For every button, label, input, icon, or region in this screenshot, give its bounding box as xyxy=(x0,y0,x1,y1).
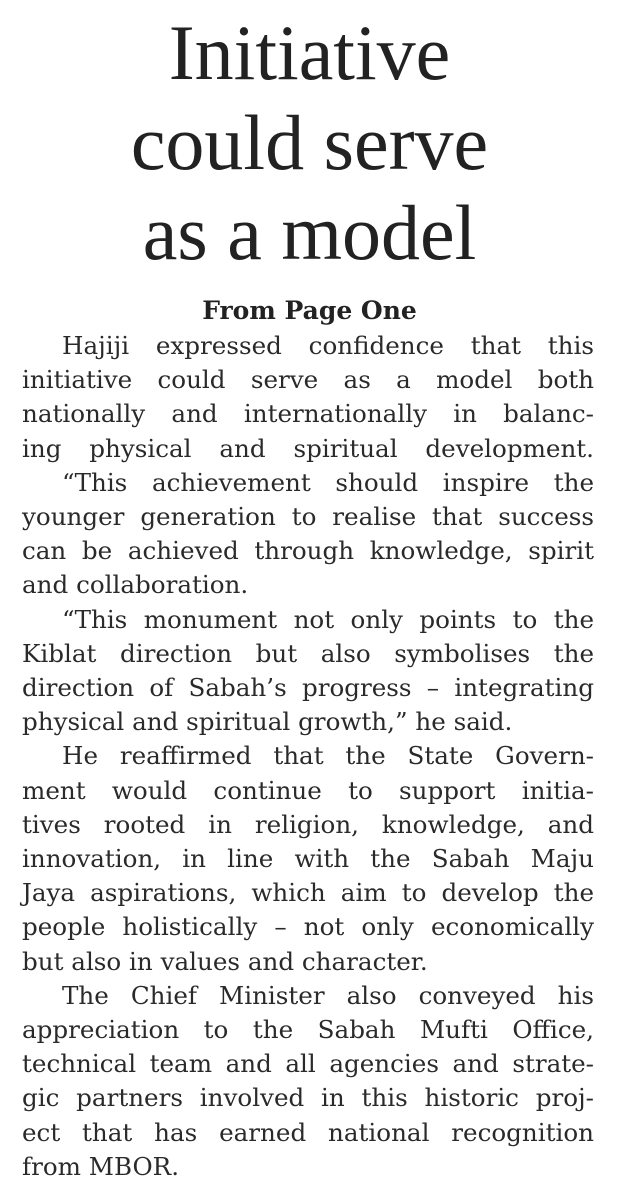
text-line: Kiblat direction but also symbolises the xyxy=(22,638,594,668)
text-line: “This achievement should inspire the xyxy=(62,467,594,497)
headline-line: as a model xyxy=(142,189,477,276)
text-line: He reaffirmed that the State Govern- xyxy=(62,741,594,771)
text-line: appreciation to the Sabah Mufti Office, xyxy=(22,1015,594,1045)
text-line: nationally and internationally in balanc- xyxy=(22,399,594,429)
paragraph xyxy=(22,603,594,740)
text-line: ect that has earned national recognition xyxy=(22,1117,594,1147)
text-line: Hajiji expressed confidence that this xyxy=(62,331,594,360)
headline-line: Initiative xyxy=(168,9,451,96)
text-line: younger generation to realise that success xyxy=(22,502,594,532)
text-line: The Chief Minister also conveyed his xyxy=(62,980,594,1010)
text-line: from MBOR. xyxy=(22,1151,180,1181)
headline-line: could serve xyxy=(130,99,489,186)
text-line: but also in values and character. xyxy=(22,946,428,976)
paragraph xyxy=(22,329,594,466)
text-line: technical team and all agencies and strate- xyxy=(22,1049,594,1079)
text-line: ment would continue to support initia- xyxy=(22,775,594,805)
text-line: direction of Sabah’s progress – integrating xyxy=(22,673,594,703)
paragraph xyxy=(22,739,594,978)
text-line: Jaya aspirations, which aim to develop the xyxy=(22,878,594,908)
text-line: tives rooted in religion, knowledge, and xyxy=(22,809,594,839)
text-line: initiative could serve as a model both xyxy=(22,365,594,395)
headline xyxy=(0,8,619,278)
text-line: ing physical and spiritual development. xyxy=(22,433,594,463)
paragraph xyxy=(22,979,594,1184)
article-body xyxy=(22,329,594,1184)
text-line: people holistically – not only economically xyxy=(22,912,594,942)
paragraph xyxy=(22,466,594,603)
text-line: and collaboration. xyxy=(22,570,249,600)
text-line: “This monument not only points to the xyxy=(62,604,594,634)
continuation-kicker: From Page One xyxy=(202,296,417,325)
text-line: gic partners involved in this historic proj- xyxy=(22,1083,594,1113)
text-line: innovation, in line with the Sabah Maju xyxy=(22,844,594,874)
text-line: can be achieved through knowledge, spirit xyxy=(22,536,594,566)
text-line: physical and spiritual growth,” he said. xyxy=(22,707,513,737)
